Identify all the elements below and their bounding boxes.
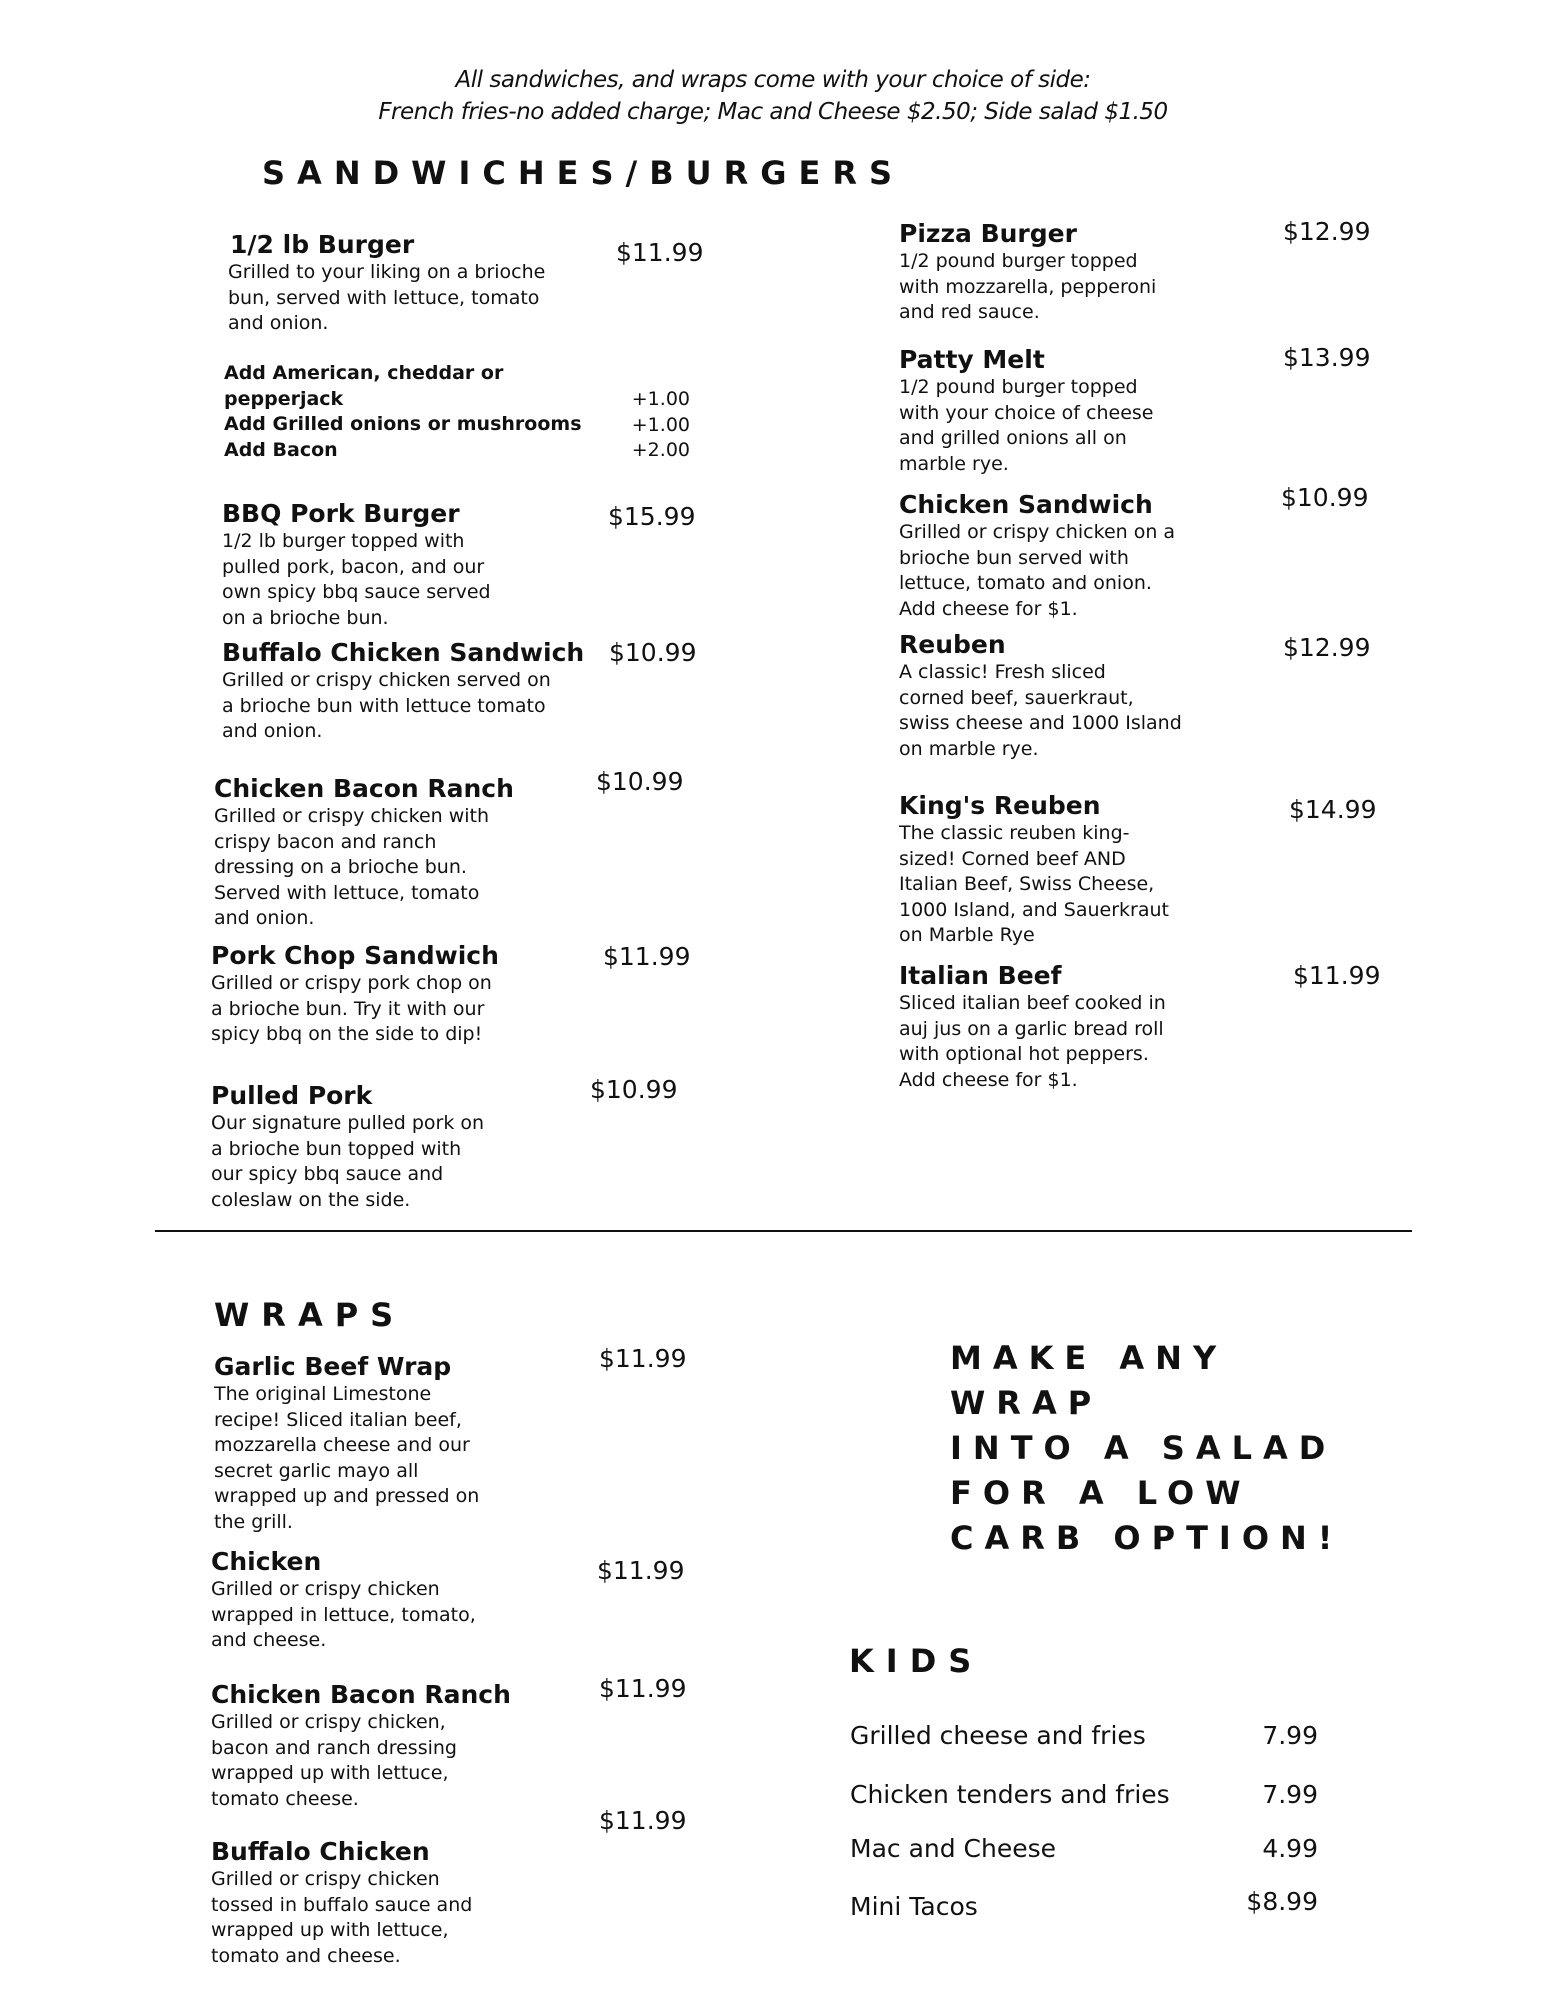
menu-item-garlic-beef-wrap <box>214 1352 479 1535</box>
burger-addons <box>224 361 582 463</box>
item-title: Reuben <box>899 630 1006 659</box>
item-title: Buffalo Chicken <box>211 1837 430 1866</box>
menu-item-half-lb-burger <box>230 230 545 337</box>
item-price: $13.99 <box>1283 343 1371 372</box>
item-price: $11.99 <box>616 238 704 267</box>
menu-item-pulled-pork <box>211 1081 484 1213</box>
menu-item-pork-chop-sandwich <box>211 941 499 1048</box>
kids-heading: KIDS <box>849 1642 984 1680</box>
item-title: Pork Chop Sandwich <box>211 941 499 970</box>
item-price: $11.99 <box>599 1344 687 1373</box>
menu-item-chicken-bacon-ranch <box>214 774 514 932</box>
menu-item-italian-beef <box>899 961 1166 1093</box>
item-price: $11.99 <box>599 1674 687 1703</box>
burger-addon-prices <box>610 387 690 464</box>
item-price: $12.99 <box>1283 633 1371 662</box>
item-price: $11.99 <box>603 942 691 971</box>
kids-item-name: Grilled cheese and fries <box>850 1721 1146 1750</box>
kids-item-name: Mac and Cheese <box>850 1834 1057 1863</box>
item-title: Garlic Beef Wrap <box>214 1352 452 1381</box>
menu-item-patty-melt <box>899 345 1154 477</box>
item-title: Pulled Pork <box>211 1081 373 1110</box>
kids-item-price: $8.99 <box>1246 1887 1318 1916</box>
item-description: Grilled or crispy chicken on a brioche bun served with lettuce, tomato and onion. Add cheese for $1. <box>899 521 1176 620</box>
addon-label: Add Grilled onions or mushrooms <box>224 413 582 435</box>
salad-promo <box>950 1336 1370 1561</box>
kids-item-name: Mini Tacos <box>850 1892 978 1921</box>
promo-line: MAKE ANY WRAP <box>950 1339 1228 1422</box>
item-description: Grilled or crispy pork chop on a brioche bun. Try it with our spicy bbq on the side to dip! <box>211 972 492 1045</box>
promo-line: CARB OPTION! <box>950 1519 1344 1557</box>
item-description: A classic! Fresh sliced corned beef, sauerkraut, swiss cheese and 1000 Island on marble rye. <box>899 661 1182 760</box>
menu-item-reuben <box>899 630 1182 762</box>
item-price: $10.99 <box>1281 483 1369 512</box>
item-description: Grilled or crispy chicken with crispy bacon and ranch dressing on a brioche bun. Served with lettuce, tomato and onion. <box>214 805 490 929</box>
item-title: Pizza Burger <box>899 219 1077 248</box>
menu-item-pizza-burger <box>899 219 1156 326</box>
item-description: Our signature pulled pork on a brioche bun topped with our spicy bbq sauce and coleslaw on the side. <box>211 1112 485 1211</box>
sandwiches-heading: SANDWICHES/BURGERS <box>262 154 905 192</box>
addon-price: +1.00 <box>631 388 690 410</box>
item-price: $14.99 <box>1289 795 1377 824</box>
item-description: Grilled to your liking on a brioche bun, served with lettuce, tomato and onion. <box>228 261 546 334</box>
item-price: $10.99 <box>609 638 697 667</box>
item-description: The classic reuben king- sized! Corned beef AND Italian Beef, Swiss Cheese, 1000 Island, and Sauerkraut on Marble Rye <box>899 822 1169 946</box>
menu-item-kings-reuben <box>899 791 1169 949</box>
item-title: 1/2 lb Burger <box>230 230 415 259</box>
item-title: King's Reuben <box>899 791 1101 820</box>
item-price: $11.99 <box>597 1556 685 1585</box>
item-title: Chicken Bacon Ranch <box>214 774 514 803</box>
menu-item-bbq-pork-burger <box>222 499 491 631</box>
item-title: Chicken Sandwich <box>899 490 1153 519</box>
item-title: Buffalo Chicken Sandwich <box>222 638 585 667</box>
item-description: Grilled or crispy chicken tossed in buffalo sauce and wrapped up with lettuce, tomato and cheese. <box>211 1868 473 1967</box>
item-price: $15.99 <box>608 502 696 531</box>
wraps-heading: WRAPS <box>214 1296 406 1334</box>
item-description: Grilled or crispy chicken served on a brioche bun with lettuce tomato and onion. <box>222 669 551 742</box>
kids-item-price: 7.99 <box>1262 1721 1318 1750</box>
promo-line: FOR A LOW <box>950 1474 1252 1512</box>
menu-item-chicken-wrap <box>211 1547 476 1654</box>
addon-price: +2.00 <box>631 439 690 461</box>
item-title: Italian Beef <box>899 961 1062 990</box>
item-description: Sliced italian beef cooked in auj jus on a garlic bread roll with optional hot peppers. Add cheese for $1. <box>899 992 1166 1091</box>
kids-item-price: 4.99 <box>1262 1834 1318 1863</box>
menu-item-buffalo-chicken-sandwich <box>222 638 584 745</box>
item-description: Grilled or crispy chicken wrapped in lettuce, tomato, and cheese. <box>211 1578 476 1651</box>
item-description: Grilled or crispy chicken, bacon and ranch dressing wrapped up with lettuce, tomato cheese. <box>211 1711 457 1810</box>
item-description: The original Limestone recipe! Sliced italian beef, mozzarella cheese and our secret garlic mayo all wrapped up and pressed on the grill. <box>214 1383 480 1533</box>
addon-price: +1.00 <box>631 413 690 436</box>
kids-item-name: Chicken tenders and fries <box>850 1780 1170 1809</box>
item-description: 1/2 pound burger topped with your choice of cheese and grilled onions all on marble rye. <box>899 376 1154 475</box>
menu-item-chicken-sandwich <box>899 490 1175 622</box>
addon-label: pepperjack <box>224 387 344 410</box>
kids-item-price: 7.99 <box>1262 1780 1318 1809</box>
item-price: $10.99 <box>590 1075 678 1104</box>
item-price: $10.99 <box>596 767 684 796</box>
item-description: 1/2 pound burger topped with mozzarella, pepperoni and red sauce. <box>899 250 1157 323</box>
sides-note-line-1: All sandwiches, and wraps come with your choice of side: <box>455 67 1091 93</box>
item-title: Chicken Bacon Ranch <box>211 1680 511 1709</box>
item-price: $11.99 <box>1293 961 1381 990</box>
section-divider <box>155 1230 1412 1232</box>
addon-label: Add Bacon <box>224 438 338 461</box>
item-title: Patty Melt <box>899 345 1045 374</box>
item-title: BBQ Pork Burger <box>222 499 460 528</box>
addon-label: Add American, cheddar or <box>224 362 504 384</box>
promo-line: INTO A SALAD <box>950 1429 1337 1467</box>
item-price: $11.99 <box>599 1806 687 1835</box>
sides-note-line-2: French fries-no added charge; Mac and Cheese $2.50; Side salad $1.50 <box>378 99 1168 125</box>
menu-item-buffalo-chicken-wrap <box>211 1837 472 1969</box>
item-price: $12.99 <box>1283 217 1371 246</box>
item-title: Chicken <box>211 1547 322 1576</box>
item-description: 1/2 lb burger topped with pulled pork, bacon, and our own spicy bbq sauce served on a brioche bun. <box>222 530 491 629</box>
menu-item-chicken-bacon-ranch-wrap <box>211 1680 511 1812</box>
